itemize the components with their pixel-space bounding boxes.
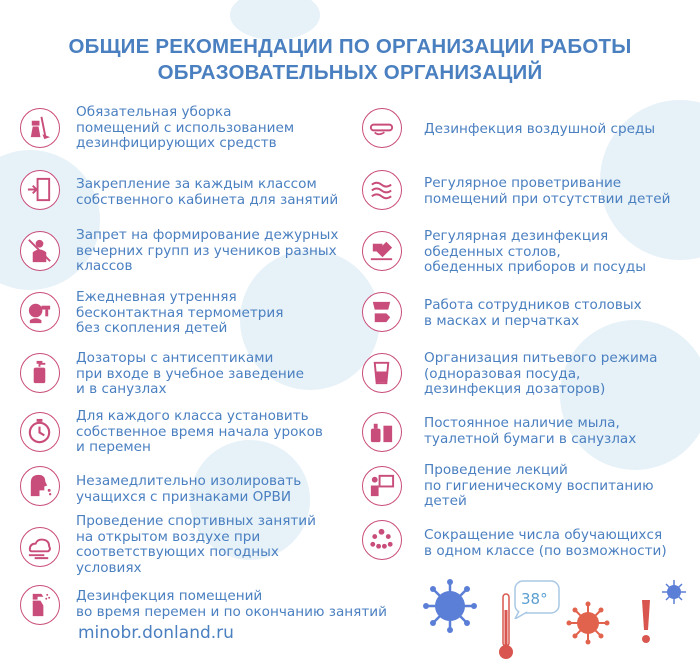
exclamation-icon <box>636 598 656 646</box>
group-reduction-icon <box>362 520 402 560</box>
item-text-line: Ежедневная утренняя <box>76 289 237 305</box>
item-text-line: Регулярная дезинфекция <box>424 228 609 244</box>
item-text-line: в одном классе (по возможности) <box>424 542 667 559</box>
sick-person-icon <box>20 466 60 506</box>
item-text-line: (одноразовая посуда, <box>424 365 581 382</box>
item-text-line: и в санузлах <box>76 381 167 398</box>
item-text-line: помещений с использованием <box>76 119 295 136</box>
item-text-line: условиях <box>76 559 142 576</box>
item-text-line: Обязательная уборка <box>76 104 232 120</box>
item-text-line: при входе в учебное заведение <box>76 365 304 382</box>
item-text-line: учащихся с признаками ОРВИ <box>76 488 291 505</box>
item-text-line: собственное время начала уроков <box>76 423 323 440</box>
page-title-line-1: ОБЩИЕ РЕКОМЕНДАЦИИ ПО ОРГАНИЗАЦИИ РАБОТЫ <box>68 35 632 58</box>
item-text-line: Дозаторы с антисептиками <box>76 350 274 366</box>
item-text-line: дезинфицирующих средств <box>76 135 277 152</box>
item-text-line: Проведение лекций <box>424 462 568 478</box>
item-text-line: Дезинфекция воздушной среды <box>424 121 656 137</box>
temperature-label: 38° <box>521 590 548 608</box>
item-text-line: Незамедлительно изолировать <box>76 473 302 489</box>
item-text-line: помещений при отсутствии детей <box>424 190 671 207</box>
item-text-line: Запрет на формирование дежурных <box>76 227 339 243</box>
item-text-line: Организация питьевого режима <box>424 350 658 366</box>
item-text-line: Для каждого класса установить <box>76 408 309 424</box>
item-text-line: Работа сотрудников столовых <box>424 297 642 313</box>
item-text-line: по гигиеническому воспитанию <box>424 477 654 494</box>
spray-bottle-icon <box>20 585 60 625</box>
virus-red-icon <box>565 600 611 646</box>
sanitizer-dispenser-icon <box>20 353 60 393</box>
item-text-line: Постоянное наличие мыла, <box>424 415 620 431</box>
item-text-line: в масках и перчатках <box>424 312 580 329</box>
mask-gloves-icon <box>362 292 402 332</box>
door-exit-icon <box>20 170 60 210</box>
item-text-line: обеденных столов, <box>424 243 561 260</box>
item-text-line: на открытом воздухе при <box>76 528 261 545</box>
item-text-line: соответствующих погодных <box>76 544 279 561</box>
item-text-line: во время перемен и по окончанию занятий <box>76 603 387 620</box>
virus-small-blue-icon <box>660 578 688 606</box>
item-text-line: бесконтактная термометрия <box>76 304 284 321</box>
wiping-table-icon <box>362 231 402 271</box>
outdoor-weather-icon <box>20 527 60 567</box>
item-text-line: классов <box>76 258 133 275</box>
lecture-icon <box>362 466 402 506</box>
item-text-line: Закрепление за каждым классом <box>76 176 317 192</box>
item-text-line: собственного кабинета для занятий <box>76 191 339 208</box>
clock-icon <box>20 412 60 452</box>
thermometer-scan-icon <box>20 292 60 332</box>
page-title <box>0 34 700 86</box>
item-text-line: Сокращение числа обучающихся <box>424 527 663 543</box>
footer-url: minobr.donland.ru <box>78 623 234 643</box>
cleaning-icon <box>20 108 60 148</box>
item-text-line: туалетной бумаги в санузлах <box>424 430 637 447</box>
item-text-line: и перемен <box>76 439 151 456</box>
item-text-line: без скопления детей <box>76 320 228 337</box>
item-text-line: детей <box>424 493 467 510</box>
item-text-line: дезинфекция дозаторов) <box>424 381 606 398</box>
soap-toilet-paper-icon <box>362 412 402 452</box>
no-gathering-icon <box>20 231 60 271</box>
virus-blue-icon <box>420 576 480 636</box>
air-purifier-icon <box>362 108 402 148</box>
item-text-line: вечерних групп из учеников разных <box>76 242 337 259</box>
page-title-line-2: ОБРАЗОВАТЕЛЬНЫХ ОРГАНИЗАЦИЙ <box>157 61 543 84</box>
item-text-line: Дезинфекция помещений <box>76 588 263 604</box>
water-cup-icon <box>362 353 402 393</box>
item-text-line: Проведение спортивных занятий <box>76 513 316 529</box>
item-text-line: обеденных приборов и посуды <box>424 259 647 276</box>
ventilation-icon <box>362 170 402 210</box>
item-text-line: Регулярное проветривание <box>424 175 622 191</box>
